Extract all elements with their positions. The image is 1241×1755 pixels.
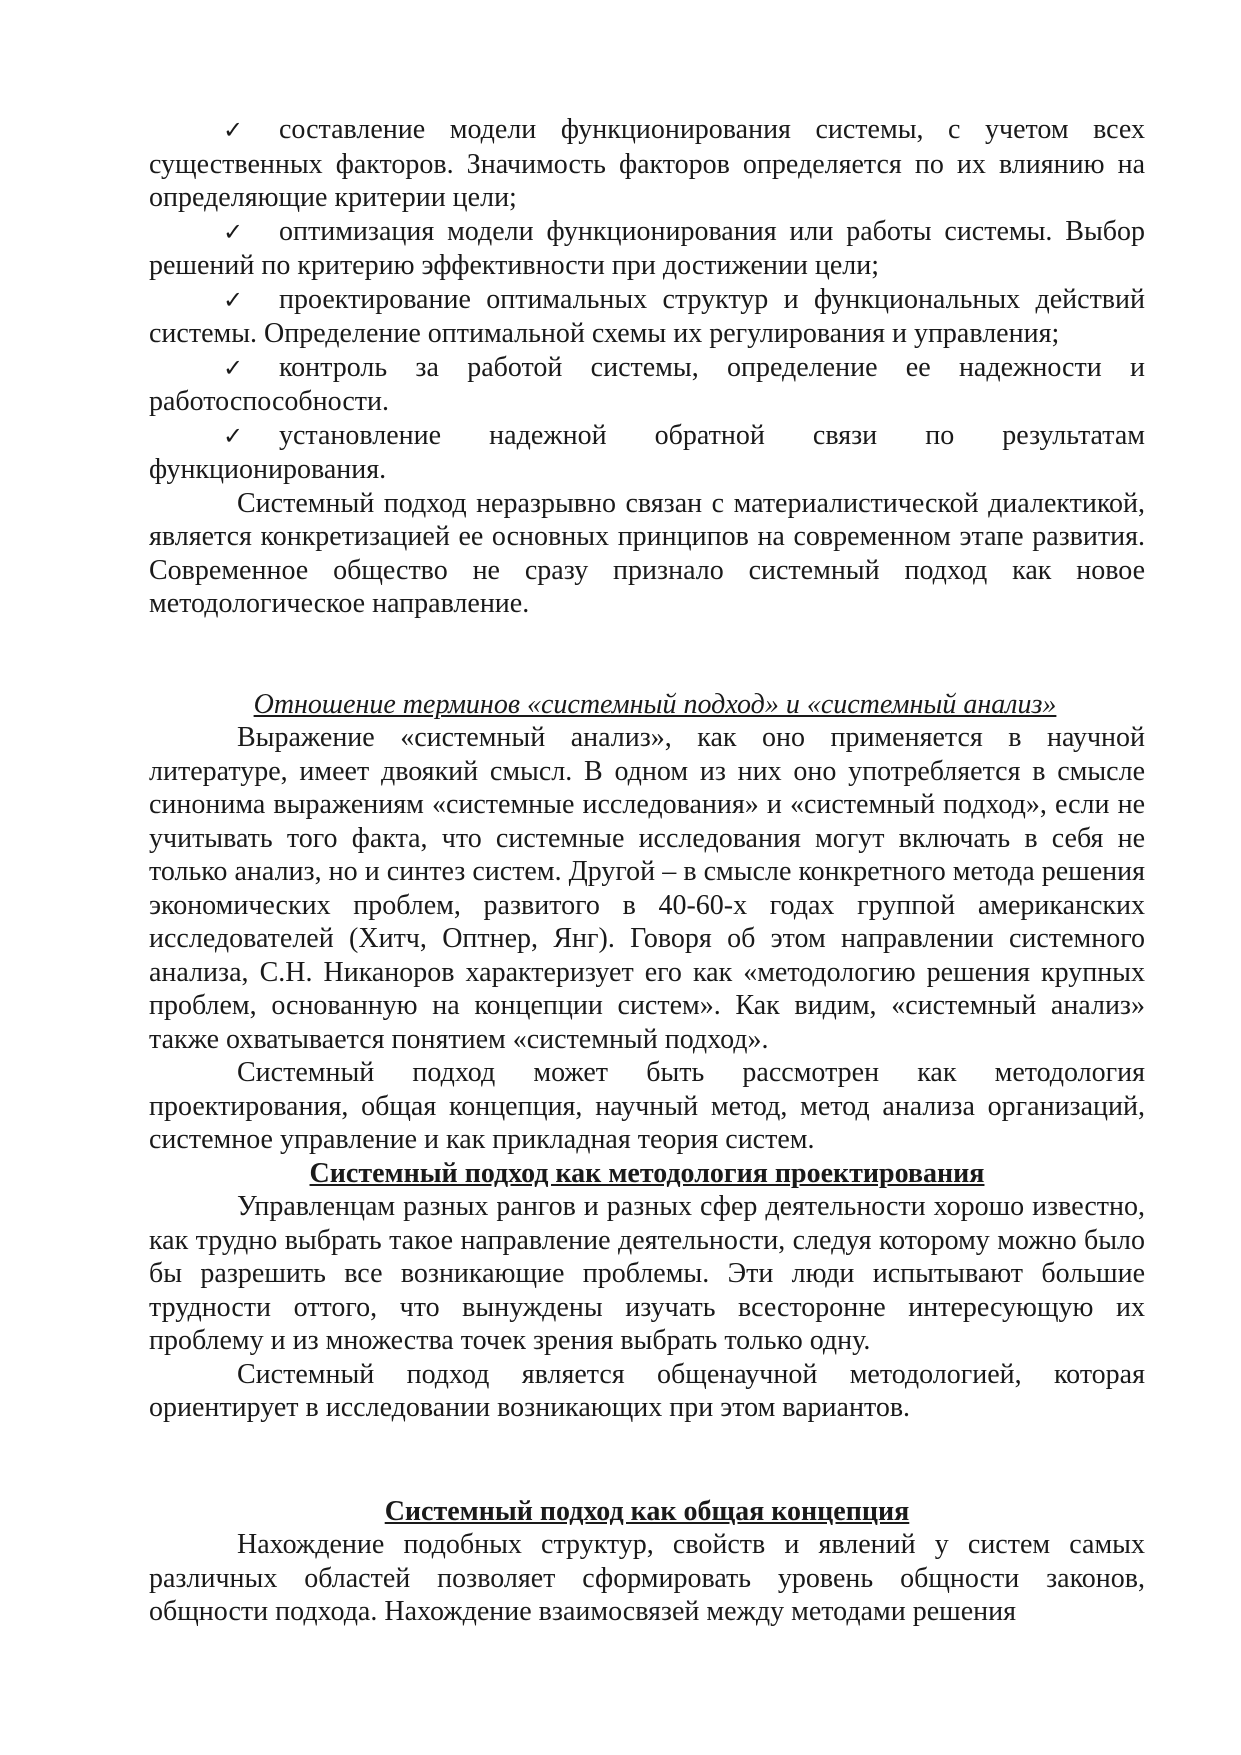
bullet-item — [149, 351, 1145, 419]
section-heading-concept: Системный подход как общая концепция — [384, 1495, 910, 1527]
paragraph: Нахождение подобных структур, свойств и явлений у систем самых различных областей позволяет сформировать уровень общности законов, общности подхода. Нахождение взаимосвязей между методами решения — [149, 1529, 1145, 1627]
spacer — [149, 621, 1145, 688]
section-title-terms: Отношение терминов «системный подход» и «системный анализ» — [253, 688, 1057, 720]
intro-paragraph: Системный подход неразрывно связан с материалистической диалектикой, является конкретизацией ее основных принципов на современном этапе развития. Современное общество не сразу признало системный подход как новое методологическое направление. — [149, 487, 1145, 619]
checkmark-icon: ✓ — [223, 421, 244, 450]
bullet-text: контроль за работой системы, определение ее надежности и работоспособности. — [149, 351, 1145, 417]
checkmark-icon: ✓ — [223, 285, 244, 314]
bullet-item — [149, 215, 1145, 283]
paragraph: Системный подход может быть рассмотрен как методология проектирования, общая концепция, научный метод, метод анализа организаций, системное управление и как прикладная теория систем. — [149, 1057, 1145, 1155]
paragraph: Управленцам разных рангов и разных сфер деятельности хорошо известно, как трудно выбрать такое направление деятельности, следуя которому можно было бы разрешить все возникающие проблемы. Эти люди испытывают большие трудности оттого, что вынуждены изучать всесторонне интересующую их проблему и из множества точек зрения выбрать только одну. — [149, 1191, 1145, 1356]
bullet-item — [149, 419, 1145, 487]
document-page — [149, 113, 1145, 1629]
bullet-item — [149, 113, 1145, 215]
bullet-text: составление модели функционирования системы, с учетом всех существенных факторов. Значимость факторов определяется по их влиянию на определяющие критерии цели; — [149, 114, 1145, 213]
paragraph: Системный подход является общенаучной методологией, которая ориентирует в исследовании возникающих при этом вариантов. — [149, 1358, 1145, 1423]
section-heading-design: Системный подход как методология проектирования — [309, 1157, 985, 1189]
checkmark-icon: ✓ — [223, 217, 244, 246]
bullet-text: проектирование оптимальных структур и функциональных действий системы. Определение оптимальной схемы их регулирования и управления; — [149, 283, 1145, 349]
checkmark-icon: ✓ — [223, 353, 244, 382]
bullet-text: оптимизация модели функционирования или работы системы. Выбор решений по критерию эффективности при достижении цели; — [149, 215, 1145, 281]
bullet-item — [149, 283, 1145, 351]
checkmark-icon: ✓ — [223, 116, 244, 144]
spacer — [149, 1425, 1145, 1495]
bullet-text: установление надежной обратной связи по результатам функционирования. — [149, 419, 1145, 485]
paragraph: Выражение «системный анализ», как оно применяется в научной литературе, имеет двоякий смысл. В одном из них оно употребляется в смысле синонима выражениям «системные исследования» и «системный подход», если не учитывать того факта, что системные исследования могут включать в себя не только анализ, но и синтез систем. Другой – в смысле конкретного метода решения экономических проблем, развитого в 40-60-х годах группой американских исследователей (Хитч, Оптнер, Янг). Говоря об этом направлении системного анализа, С.Н. Никаноров характеризует его как «методологию решения крупных проблем, основанную на концепции систем». Как видим, «системный анализ» также охватывается понятием «системный подход». — [149, 722, 1145, 1055]
